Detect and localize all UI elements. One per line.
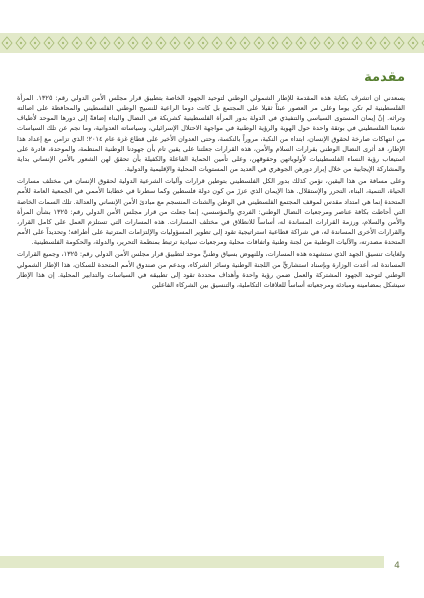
pattern-dot <box>132 42 134 44</box>
pattern-dot <box>328 42 330 44</box>
pattern-dot <box>398 42 400 44</box>
pattern-dot <box>356 42 358 44</box>
pattern-dot <box>342 42 344 44</box>
pattern-dot <box>188 42 190 44</box>
pattern-dot <box>300 42 302 44</box>
pattern-dot <box>230 42 232 44</box>
pattern-dot <box>118 42 120 44</box>
pattern-dot <box>370 42 372 44</box>
pattern-dot <box>174 42 176 44</box>
pattern-dot <box>76 42 78 44</box>
pattern-dot <box>34 42 36 44</box>
pattern-dot <box>412 42 414 44</box>
page-content <box>17 70 405 290</box>
header-pattern-ornament <box>0 33 424 53</box>
pattern-dot <box>286 42 288 44</box>
pattern-dot <box>258 42 260 44</box>
pattern-dot <box>104 42 106 44</box>
pattern-dot <box>160 42 162 44</box>
header-decorative-band <box>0 33 424 53</box>
pattern-dot <box>384 42 386 44</box>
pattern-dot <box>146 42 148 44</box>
footer-decorative-bar <box>0 556 384 568</box>
pattern-dot <box>314 42 316 44</box>
pattern-dot <box>90 42 92 44</box>
pattern-dot <box>20 42 22 44</box>
pattern-dot <box>48 42 50 44</box>
paragraph-1: يسعدني ان اتشرف بكتابة هذه المقدمة للإطار الشمولي الوطني لتوحيد الجهود الخاصة بتطبيق قرار مجلس الأمن الدولي رقم: ١٣٢٥. المرأة الفلسطينية لم تكن يوما وعلى مر العصور عبئاً ثقيلا على المجتمع بل كانت دوما الراعية للنسيج الوطني الفلسطيني والمحافظة على اصالته وتراثه. إنّ إيمان المستوى السياسي والتنفيذي في الدولة بدور المرأة الفلسطينية كشريكة في النضال والبناء إضافةً إلى دورها الموحد لأطياف شعبنا الفلسطيني في بوتقة واحدة حول الهوية والرؤية الوطنية في مواجهة الاحتلال الإسرائيلي، وسياساته العدوانية، وما نجم عن تلك السياسات من انتهاكات صارخة لحقوق الإنسان، ابتداء من النكبة، مروراً بالنكسة، وحتى العدوان الأخير على قطاع غزة عام ٢٠١٤؛ الذي تزامن مع إعداد هذا الإطار، قد أثرى النضال الوطني بقرارات السلام والأمن، هذه القرارات جعلتنا على يقين تام بأن جهودنا الوطنية المنظمة، والموحدة، قادرة على استيعاب رؤية النساء الفلسطينيات لأولوياتهن وحقوقهن، وعلى تأمين الحماية الفاعلة والكفيلة بأن تحقق لهن الشعور بالأمن الإنساني بداية والمشاركة الإيجابية من خلال إبراز دورهن الجوهري في العديد من المستويات المحلية والإقليمية والدولية. <box>17 94 406 174</box>
pattern-dot <box>62 42 64 44</box>
section-title: مقدمة <box>364 70 405 85</box>
pattern-dot <box>272 42 274 44</box>
paragraph-2: وعلى مسافة من هذا اليقين، نؤمن كذلك بدور الكل الفلسطيني بتوطين قرارات وآليات الشرعية الدولية لحقوق الإنسان في مختلف مسارات الحياة، التنمية، البناء، التحرر والإستقلال. هذا الإيمان الذي عززَ من كون دولة فلسطين وكما سطرنا في خطابنا الأممي في الجمعية العامة للأمم المتحدة إنما هي امتداد مقدس لموقف المجتمع الفلسطيني في الوطن والشتات المنسجم مع مبادئ الأمن الإنساني والعدالة. تلك السمات الخاصة التي أحاطت بكافة عناصر ومرجعيات النضال الوطني: الفردي والمؤسسي، إنما جعلت من قرار مجلس الأمن الدولي رقم: ١٣٢٥ بشأن المرأة والأمن والسلام، ورزمة القرارات المساندة له، أساساً للانطلاق في مختلف المسارات. هذه المسارات التي تستلزم العمل على كامل القرار، والقرارات الأخرى المساندة له، في شراكة قطاعية استراتيجية تقود إلى تطوير المسؤوليات والإلتزامات المترتبة على أطرافه؛ وتحديداً على الأمم المتحدة مصدرته، والآليات الوطنية من لجنة وطنية واتفاقات محلية ومرجعيات سيادية ترتبط بمنظمة التحرير، والدولة، والحكومة الفلسطينية. <box>17 177 406 247</box>
pattern-dot <box>244 42 246 44</box>
pattern-dot <box>6 42 8 44</box>
page-number: 4 <box>394 561 400 571</box>
paragraph-3: ولغايات تنسيق الجهد الذي ستشهده هذه المسارات، وللنهوض بسياق وطنيٍّ موحد لتطبيق قرار مجلس الأمن الدولي رقم: ١٣٢٥، وجميع القرارات المساندة له، أعدت الوزارة وبإسناد استشاريٍّ من اللجنة الوطنية وسائر الشركاء، وبدعم من صندوق الأمم المتحدة للسكان، هذا الإطار الشمولي الوطني لتوحيد الجهود المشتركة والعمل ضمن رؤية واحدة وأهداف محددة تقود إلى تطبيقه في السياسات والتدابير المحلية. إن هذا الإطار سيشكل بمضامينه ومبادئه ومرجعياته أساساً للعلاقات التكاملية، والتنسيق بين الشركاء الفاعلين <box>17 250 405 289</box>
pattern-dot <box>216 42 218 44</box>
pattern-dot <box>202 42 204 44</box>
